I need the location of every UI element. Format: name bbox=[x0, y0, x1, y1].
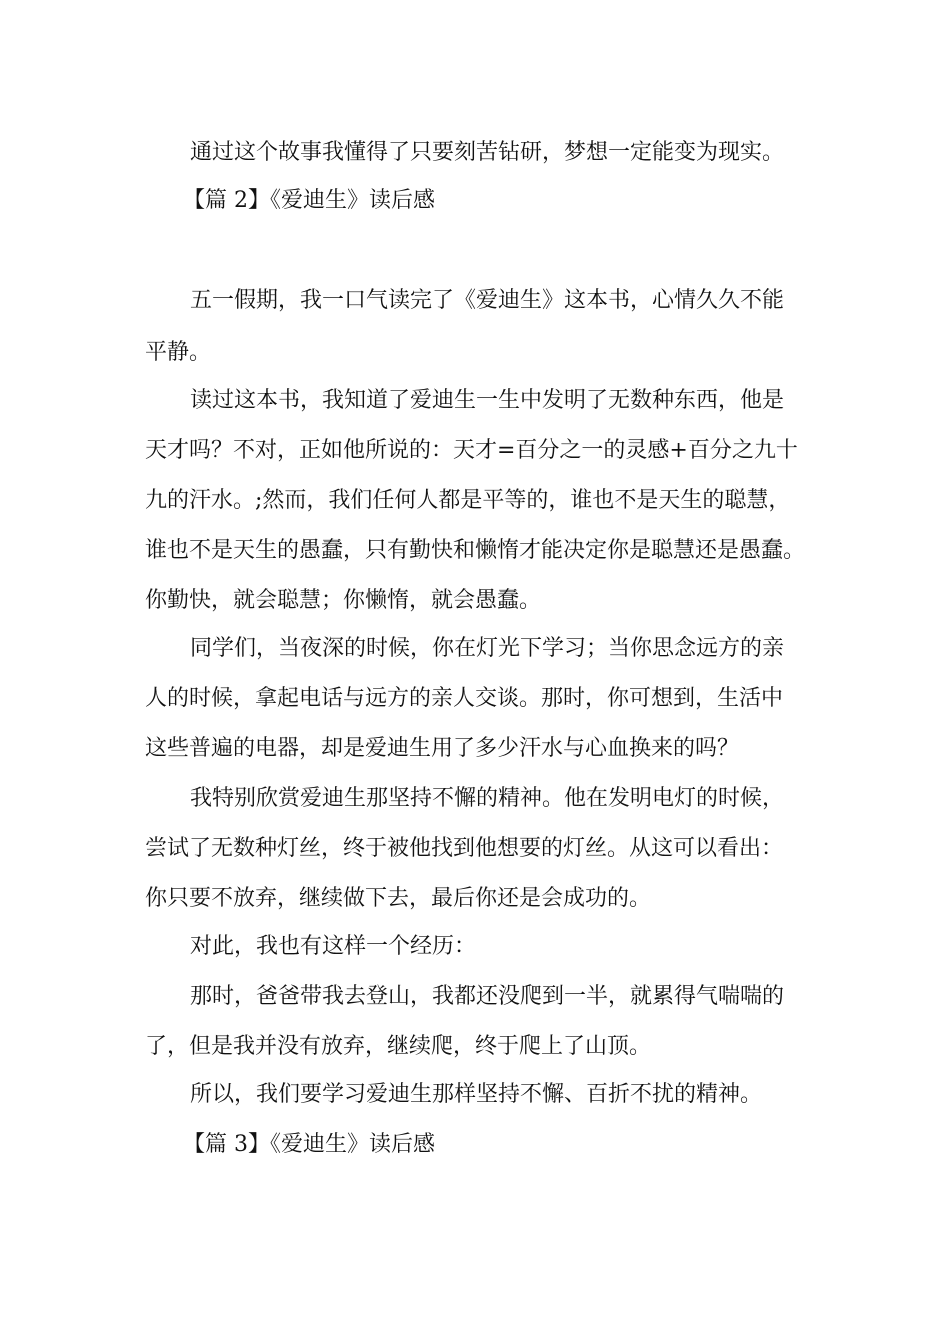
paragraph-line: 那时，爸爸带我去登山，我都还没爬到一半，就累得气喘喘的 bbox=[190, 984, 785, 1009]
paragraph-line: 谁也不是天生的愚蠢，只有勤快和懒惰才能决定你是聪慧还是愚蠢。 bbox=[145, 538, 806, 563]
paragraph-conclusion: 通过这个故事我懂得了只要刻苦钻研，梦想一定能变为现实。 bbox=[190, 140, 785, 165]
paragraph-line: 读过这本书，我知道了爱迪生一生中发明了无数种东西，他是 bbox=[190, 388, 785, 413]
paragraph-line: 九的汗水。;然而，我们任何人都是平等的，谁也不是天生的聪慧， bbox=[145, 488, 791, 513]
paragraph-line: 你只要不放弃，继续做下去，最后你还是会成功的。 bbox=[145, 886, 652, 911]
paragraph-line: 五一假期，我一口气读完了《爱迪生》这本书，心情久久不能 bbox=[190, 288, 785, 313]
paragraph-line: 尝试了无数种灯丝，终于被他找到他想要的灯丝。从这可以看出： bbox=[145, 836, 784, 861]
paragraph-line: 所以，我们要学习爱迪生那样坚持不懈、百折不扰的精神。 bbox=[190, 1082, 763, 1107]
paragraph-line: 这些普遍的电器，却是爱迪生用了多少汗水与心血换来的吗？ bbox=[145, 736, 740, 761]
paragraph-line: 对此，我也有这样一个经历： bbox=[190, 934, 477, 959]
section-heading-2: 【篇 2】《爱迪生》读后感 bbox=[183, 188, 435, 213]
section-heading-3: 【篇 3】《爱迪生》读后感 bbox=[183, 1132, 435, 1157]
paragraph-line: 你勤快，就会聪慧；你懒惰，就会愚蠢。 bbox=[145, 588, 542, 613]
paragraph-line: 了，但是我并没有放弃，继续爬，终于爬上了山顶。 bbox=[145, 1034, 652, 1059]
paragraph-line: 同学们，当夜深的时候，你在灯光下学习；当你思念远方的亲 bbox=[190, 636, 785, 661]
paragraph-line: 我特别欣赏爱迪生那坚持不懈的精神。他在发明电灯的时候， bbox=[190, 786, 785, 811]
paragraph-line: 平静。 bbox=[145, 340, 212, 365]
paragraph-line: 天才吗？不对，正如他所说的：天才=百分之一的灵感+百分之九十 bbox=[145, 438, 798, 463]
paragraph-line: 人的时候，拿起电话与远方的亲人交谈。那时，你可想到，生活中 bbox=[145, 686, 784, 711]
